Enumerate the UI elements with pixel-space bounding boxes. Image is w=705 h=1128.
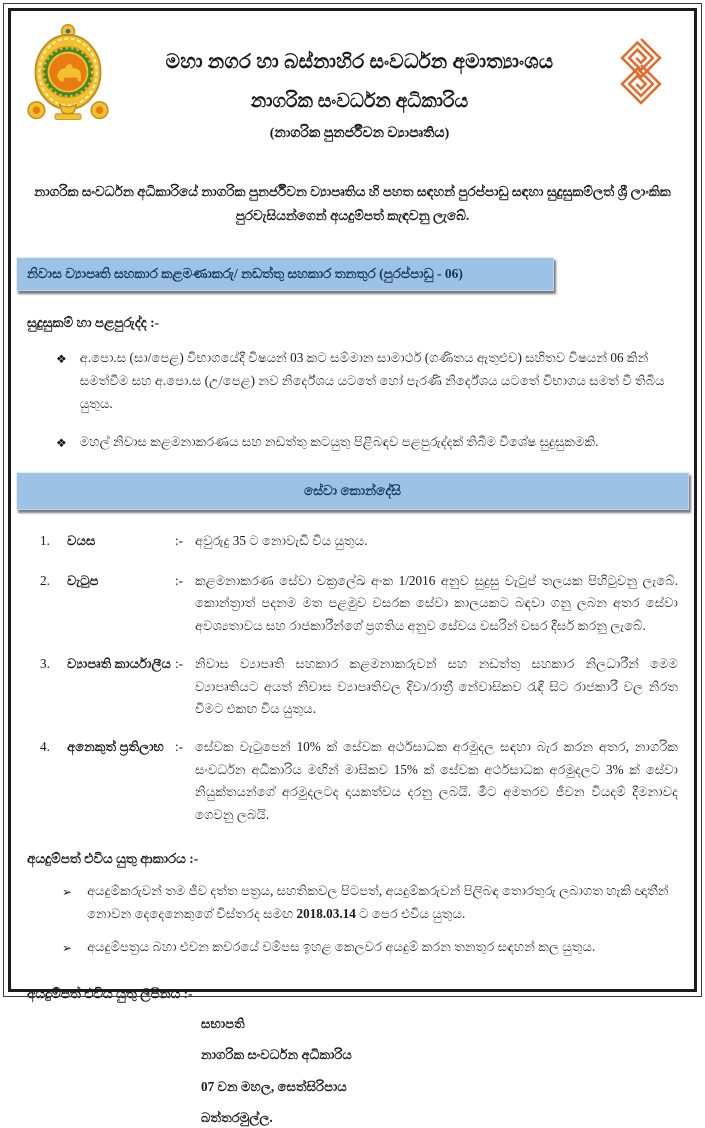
address-line: නාගරික සංවර්ධන අධිකාරිය — [201, 1047, 352, 1063]
apply-instruction-text — [87, 880, 688, 925]
qualification-text: අ.පො.ස (සා/පෙළ) විභාගයේදී විෂයන් 03 කට සම්මාන සාමාර්ථ (ගණිතය ඇතුළුව) සහිතව විෂයන් 06 කින් සමත්වීම සහ අ.පො.ස (උ/පෙළ) නව නිර්දේශය යටතේ හෝ පැරණි නිර්දේශය යටතේ විභාගය සමත් වී තිබිය යුතුය. — [79, 350, 665, 411]
condition-label: වයස — [67, 533, 96, 549]
header-titles — [114, 21, 605, 142]
qualifications-heading: සුදුසුකම් හා පළපුරුද්ද :- — [27, 315, 160, 331]
apply-instruction-text: අයදුම්පත්‍රය බහා එවන කවරයේ වම්පස ඉහළ කෙලවර අයදුම් කරන තනතුර සඳහන් කල යුතුය. — [87, 939, 596, 955]
condition-row — [40, 736, 678, 827]
condition-number: 3. — [40, 655, 50, 671]
condition-text: කළමනාකරණ සේවා චක්‍රලේඛ අංක 1/2016 අනුව සුදුසු වැටුප් තලයක පිහිටුවනු ලැබේ. කොන්ත්‍රාත් පදනම මත පළමුව වසරක සේවා කාලයකට බඳවා ගනු ලබන අතර සේවා අවශ්‍යතාවය සහ රාජකාරීන්ගේ ප්‍රගතිය අනුව සේවය වසරින් වසර දීර්ඝ කරනු ලැබේ. — [195, 572, 678, 634]
condition-row — [40, 570, 678, 638]
service-conditions-banner: සේවා කොන්දේසි — [16, 472, 689, 510]
apply-instruction — [62, 936, 688, 959]
page-border-frame — [8, 8, 697, 1126]
condition-text: සේවක වැටුපෙන් 10% ක් සේවක අර්ථසාධක අරමුදල සඳහා බැර කරන අතර, නාගරික සංවර්ධන අධිකාරිය මඟින් මාසිකව 15% ක් සේවක අර්ථසාධක අරමුදලට 3% ක් සේවා නියුක්තයන්ගේ අරමුදලටද දායකත්වය දරනු ලබයි. මීට අමතරව ජීවන වියදම් දීමනාවද ගෙවනු ලබයි. — [195, 738, 678, 823]
condition-text: නිවාස ව්‍යාපෘති සහකාර කළමනාකරුවන් සහ නඩත්තු සහකාර නිලධාරීන් මෙම ව්‍යාපෘතියට අයත් නිවාස ව්‍යාපෘතිවල දිවා/රාත්‍රී නේවාසිකව රැඳී සිට රාජකාරී වල නිරත වීමට එකඟ විය යුතුය. — [195, 655, 678, 717]
condition-label: වැටුප — [67, 572, 99, 588]
condition-row — [40, 530, 678, 553]
condition-number: 1. — [40, 533, 50, 549]
sri-lanka-emblem-graphic — [26, 21, 110, 125]
condition-label: ව්‍යාපෘති කාර්යාලීය — [67, 655, 172, 671]
sri-lanka-emblem-icon — [26, 21, 114, 130]
intro-paragraph: නාගරික සංවර්ධන අධිකාරියේ නාගරික පුනර්ජීවන ව්‍යාපෘතිය හි පහත සඳහන් පුරප්පාඩු සඳහා සුදුසුකම්ලත් ශ්‍රී ලාංකික පුරවැසියන්ගෙන් අයදුම්පත් කැඳවනු ලැබේ. — [34, 184, 671, 223]
address-line: බත්තරමුල්ල. — [201, 1110, 273, 1126]
qualification-text: මහල් නිවාස කළමනාකරණය සහ නඩත්තු කටයුතු පිළිබඳව පළපුරුද්දක් තිබීම විශේෂ සුදුසුකමකි. — [79, 434, 599, 450]
address-line: සභාපති — [201, 1015, 245, 1031]
condition-number: 4. — [40, 738, 50, 754]
address-block — [201, 1015, 689, 1128]
arrow-bullet-icon: ➢ — [62, 884, 73, 899]
qualification-item — [56, 431, 674, 454]
condition-colon: :- — [175, 655, 184, 671]
arrow-bullet-icon: ➢ — [62, 941, 73, 956]
uda-logo-graphic — [605, 35, 677, 107]
qualification-item — [56, 347, 674, 415]
project-subtitle: (නාගරික පුනර්ජීවන ව්‍යාපෘතිය) — [269, 126, 450, 141]
apply-deadline-date: 2018.03.14 — [296, 905, 356, 921]
condition-colon: :- — [175, 738, 184, 754]
condition-colon: :- — [175, 572, 184, 588]
document-header — [16, 21, 689, 142]
apply-text-before: අයදුම්කරුවන් තම ජීව දත්ත පත්‍රය, සහතිකවල පිටපත්, අයදුම්කරුවන් පිලිබඳ තොරතුරු ලබාගත හැකි ඥාතීන් නොවන දෙදෙනෙකුගේ විස්තරද සමඟ — [87, 882, 669, 921]
diamond-bullet-icon: ❖ — [56, 436, 67, 451]
how-to-apply-heading: අයදුම්පත් එවිය යුතු ආකාරය :- — [27, 850, 199, 866]
ministry-title: මහා නගර හා බස්නාහිර සංවර්ධන අමාත්‍යාංශය — [165, 51, 554, 73]
condition-text: අවුරුදු 35 ට නොවැඩි විය යුතුය. — [195, 533, 368, 549]
address-heading: අයදුම්පත් එවිය යුතු ලිපිනය :- — [27, 985, 193, 1001]
condition-label: අනෙකුත් ප්‍රතිලාභ — [67, 738, 164, 754]
diamond-bullet-icon: ❖ — [56, 352, 67, 367]
condition-row — [40, 653, 678, 721]
condition-number: 2. — [40, 572, 50, 588]
address-line: 07 වන මහල, සෙත්සිරිපාය — [201, 1078, 347, 1094]
vacancy-title-banner: නිවාස ව්‍යාපෘති සහකාර කළමණාකරු/ නඩත්තු සහකාර තනතුර (පුරප්පාඩු - 06) — [16, 257, 554, 291]
apply-text-after: ට පෙර එවිය යුතුය. — [355, 905, 466, 921]
condition-colon: :- — [175, 533, 184, 549]
authority-title: නාගරික සංවර්ධන අධිකාරිය — [250, 91, 469, 112]
apply-instruction — [62, 880, 688, 925]
uda-logo-icon — [605, 21, 679, 112]
